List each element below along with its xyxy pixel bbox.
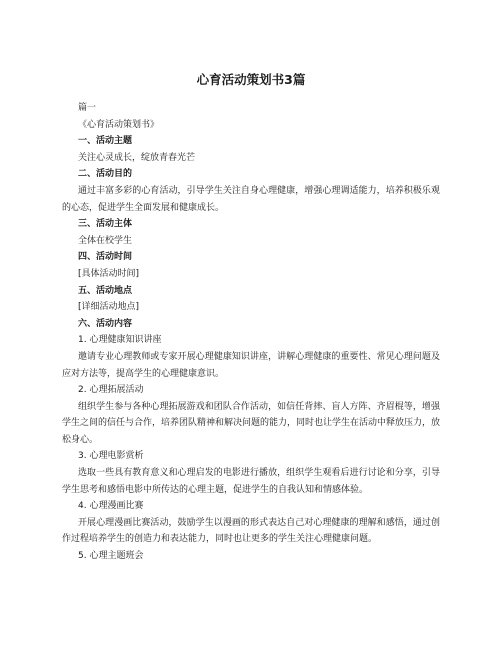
section-heading-purpose: 二、活动目的	[78, 169, 133, 180]
section-label: 篇一	[78, 103, 97, 113]
content-item-title: 3. 心理电影赏析	[78, 451, 144, 462]
section-body-theme: 关注心灵成长，绽放青春光芒	[78, 152, 196, 163]
section-heading-participants: 三、活动主体	[78, 219, 133, 230]
document-title: 心育活动策划书3篇	[196, 72, 306, 87]
section-heading-time: 四、活动时间	[78, 252, 133, 263]
section-body-time: [具体活动时间]	[78, 268, 140, 279]
content-item-body: 选取一些具有教育意义和心理启发的电影进行播放，组织学生观看后进行讨论和分享，引导学生思考和感悟电影中所传达的心理主题，促进学生的自我认知和情感体验。	[62, 468, 440, 495]
section-body-participants: 全体在校学生	[78, 235, 133, 246]
content-item-title: 2. 心理拓展活动	[78, 385, 144, 396]
section-body-location: [详细活动地点]	[78, 302, 140, 313]
content-item-title: 4. 心理漫画比赛	[78, 501, 144, 512]
plan-title: 《心育活动策划书》	[78, 119, 160, 130]
content-item-title: 1. 心理健康知识讲座	[78, 335, 162, 346]
section-heading-theme: 一、活动主题	[78, 136, 133, 147]
content-item-body: 邀请专业心理教师或专家开展心理健康知识讲座，讲解心理健康的重要性、常见心理问题及应对方法等，提高学生的心理健康意识。	[62, 351, 440, 379]
section-heading-content: 六、活动内容	[78, 318, 133, 329]
content-item-body: 组织学生参与各种心理拓展游戏和团队合作活动，如信任背摔、盲人方阵、齐眉棍等，增强学生之间的信任与合作，培养团队精神和解决问题的能力，同时也让学生在活动中释放压力，放松身心。	[62, 401, 441, 445]
content-item-title: 5. 心理主题班会	[78, 551, 144, 562]
section-body-purpose: 通过丰富多彩的心育活动，引导学生关注自身心理健康，增强心理调适能力，培养积极乐观的心态，促进学生全面发展和健康成长。	[62, 185, 440, 213]
content-item-body: 开展心理漫画比赛活动，鼓励学生以漫画的形式表达自己对心理健康的理解和感悟，通过创作过程培养学生的创造力和表达能力，同时也让更多的学生关注心理健康问题。	[62, 517, 440, 545]
section-heading-location: 五、活动地点	[78, 285, 133, 296]
